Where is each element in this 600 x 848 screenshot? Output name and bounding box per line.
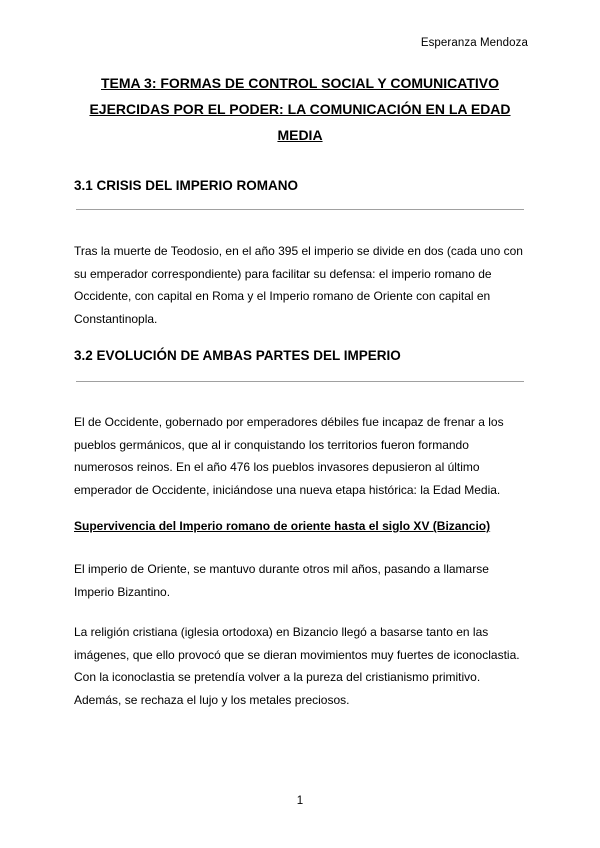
header-author: Esperanza Mendoza [420, 37, 528, 49]
section-divider [76, 209, 524, 210]
section-heading-crisis: 3.1 CRISIS DEL IMPERIO ROMANO [74, 178, 299, 193]
page-number: 1 [296, 795, 304, 807]
section-heading-evolucion: 3.2 EVOLUCIÓN DE AMBAS PARTES DEL IMPERIO [74, 348, 401, 363]
document-title: TEMA 3: FORMAS DE CONTROL SOCIAL Y COMUNICATIVO EJERCIDAS POR EL PODER: LA COMUNICACIÓN EN LA EDAD MEDIA [89, 75, 511, 143]
section-divider [76, 381, 524, 382]
paragraph-crisis: Tras la muerte de Teodosio, en el año 395 el imperio se divide en dos (cada uno con su emperador correspondiente) para facilitar su defensa: el imperio romano de Occidente, con capital en Roma y el Imperio romano de Oriente con capital en Constantinopla. [74, 244, 523, 326]
subheading-bizancio: Supervivencia del Imperio romano de oriente hasta el siglo XV (Bizancio) [74, 519, 491, 533]
paragraph-iconoclastia: La religión cristiana (iglesia ortodoxa) en Bizancio llegó a basarse tanto en las imágenes, que ello provocó que se dieran movimientos muy fuertes de iconoclastia. Con la iconoclastia se pretendía volver a la pureza del cristianismo primitivo. Además, se rechaza el lujo y los metales preciosos. [74, 625, 520, 707]
paragraph-oriente: El imperio de Oriente, se mantuvo durante otros mil años, pasando a llamarse Imperio Bizantino. [74, 562, 489, 599]
paragraph-occidente: El de Occidente, gobernado por emperadores débiles fue incapaz de frenar a los pueblos germánicos, que al ir conquistando los territorios fueron formando numerosos reinos. En el año 476 los pueblos invasores depusieron al último emperador de Occidente, iniciándose una nueva etapa histórica: la Edad Media. [74, 415, 504, 497]
